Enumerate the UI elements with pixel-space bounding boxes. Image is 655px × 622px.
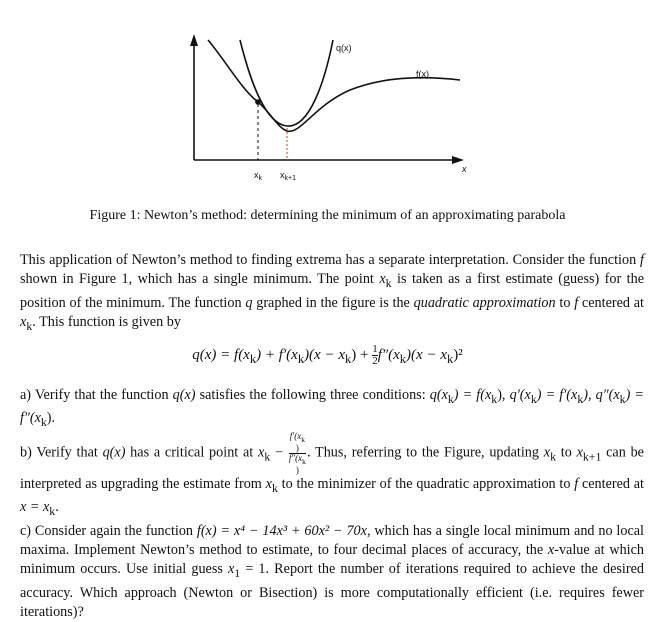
xk-label: $x_k$ xyxy=(254,170,262,182)
xk-point xyxy=(255,99,261,105)
x-axis-arrow xyxy=(452,156,464,164)
newton-step-fraction: $f'(x_k$ ) $f''(x_k$ ) xyxy=(288,431,306,476)
exercise-parts xyxy=(20,386,644,622)
part-c: c) Consider again the function f(x) = x⁴ − 14x³ + 60x² − 70x, which has a single local minimum and no local maxima. Implement Newton’s method to estimate, to four decimal places of accuracy, the x-value at which minimum occurs. Use initial guess $x_1 = 1$. Report the number of iterations required to achieve the desired accuracy. Which approach (Newton or Bisection) is more computationally efficient (i.e. requires fewer iterations)? xyxy=(20,522,644,620)
emphasis-quadratic-approximation: quadratic approximation xyxy=(413,294,556,311)
q-label: q(x) xyxy=(336,43,352,53)
f-curve xyxy=(208,40,460,131)
intro-paragraph: This application of Newton’s method to finding extrema has a separate interpretation. Consider the function f shown in Figure 1, which has a single minimum. The point $x_k$ is taken as a first estimate (guess) for the position of the minimum. The function q graphed in the figure is the quadratic approximation to f centered at $x_k$. This function is given by xyxy=(20,252,645,333)
x-axis-label: x xyxy=(462,164,467,174)
part-b: b) Verify that q(x) has a critical point at $x_k$ − $f'(x_k$ ) $f''(x_k$ ) . Thus, referring to the Figure, updating $x_k$ to $x_{k+1}$ can be interpreted as upgrading the estimate from $x_k$ to the minimizer of the quadratic approximation to f centered at $x = x_k$. xyxy=(20,431,645,519)
part-a: a) Verify that the function q(x) satisfies the following three conditions: $q(x_k) = f(x_k)$, $q'(x_k) = f'(x_k)$, $q''(x_k) = f''(x_k)$. xyxy=(20,387,644,430)
xk1-label: $x_{k+1}$ xyxy=(280,170,296,182)
figure-newton-parabola xyxy=(170,20,480,190)
q-curve xyxy=(240,40,333,126)
figure-canvas xyxy=(170,20,480,190)
one-half-fraction: $\frac{1}{2}$ xyxy=(372,343,378,367)
quadratic-approximation-formula: $q(x) = f(x_k) + f'(x_k)(x - x_k)$ + $\frac{1}{2}$ $f''(x_k)(x - x_k)^2$ xyxy=(192,343,463,367)
f-label: f(x) xyxy=(416,69,429,79)
y-axis-arrow xyxy=(190,34,198,46)
figure-caption: Figure 1: Newton’s method: determining the minimum of an approximating parabola xyxy=(89,208,566,223)
